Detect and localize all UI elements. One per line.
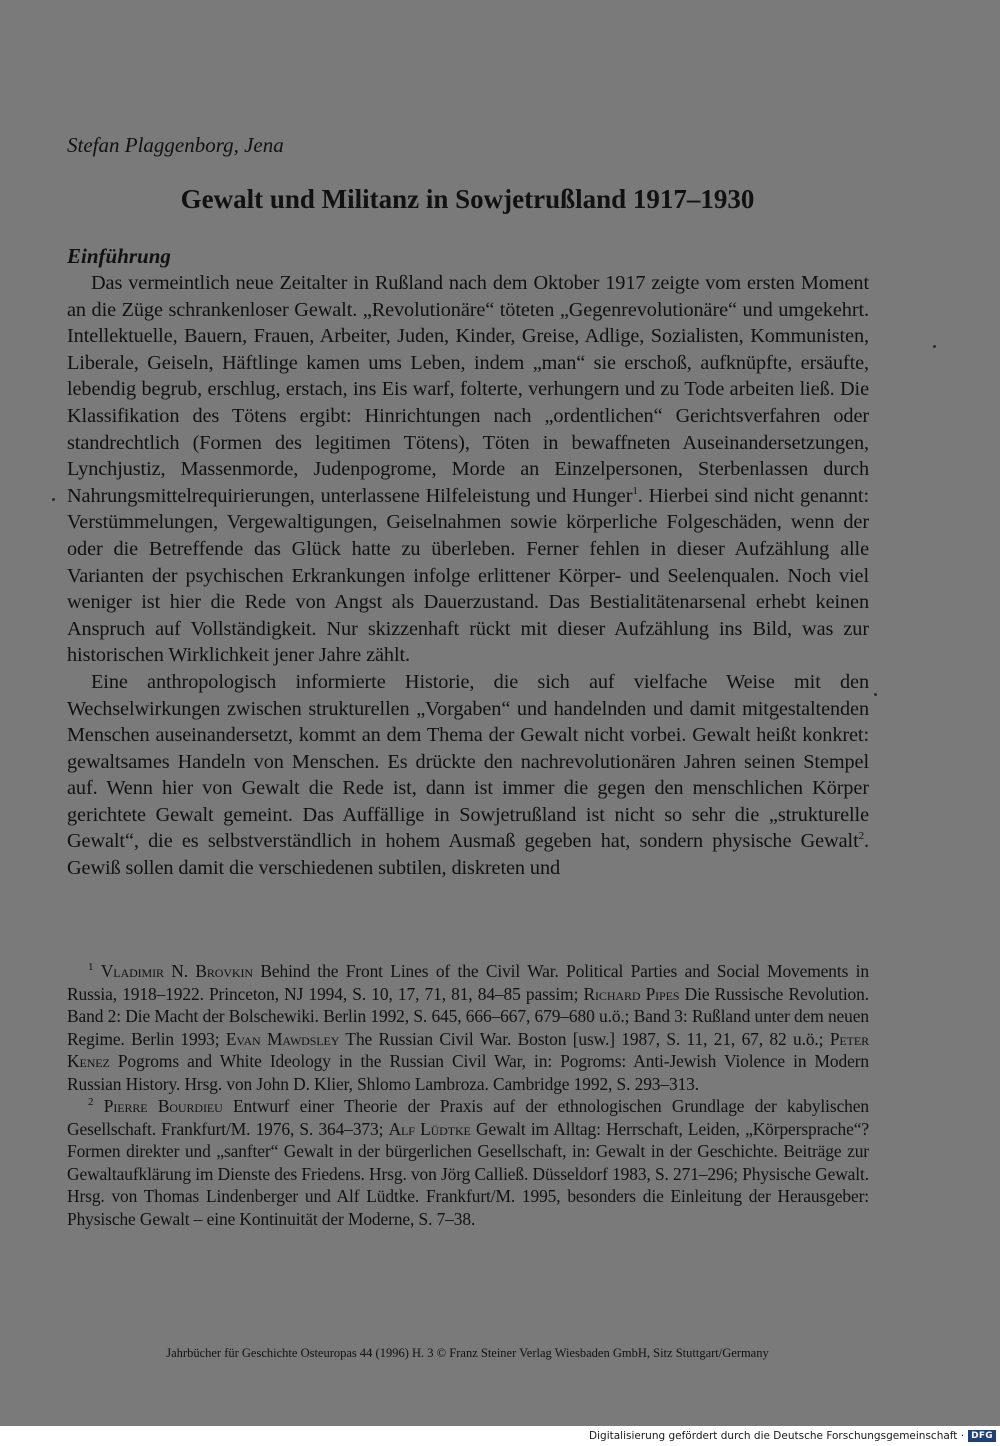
article-title: Gewalt und Militanz in Sowjetrußland 1917–1930 — [180, 184, 755, 214]
citation-text: Gewalt im Alltag: Herrschaft, Leiden, „Körpersprache“? Formen direkter und „sanfter“ Gewalt in der bürgerlichen Gesellschaft, in: Gewalt in der Geschichte. Beiträge zur Gewaltaufklärung im Dienste des Friedens. Hrsg. von Jörg Calließ. Düsseldorf 1983, S. 271–296; Physische Gewalt. Hrsg. von Thomas Lindenberger und Alf Lüdtke. Frankfurt/M. 1995, besonders die Einleitung der Herausgeber: Physische Gewalt – eine Kontinuität der Moderne, S. 7–38. — [67, 1118, 869, 1229]
footnote-number: 1 — [88, 961, 94, 974]
cited-author: Alf Lüdtke — [388, 1118, 471, 1139]
footnote-number: 2 — [88, 1096, 94, 1109]
footnote-1 — [67, 960, 869, 1095]
cited-author: Evan Mawdsley — [225, 1028, 340, 1049]
dfg-funding-note: Digitalisierung gefördert durch die Deutsche Forschungsgemeinschaft · — [589, 1430, 965, 1442]
footnote-reference: 2 — [858, 830, 865, 843]
paragraph-text: . Hierbei sind nicht genannt: Verstümmelungen, Vergewaltigungen, Geiselnahmen sowie körperliche Folgeschäden, wenn der oder die Betreffende das Glück hatte zu überleben. Ferner fehlen in dieser Aufzählung alle Varianten der psychischen Erkrankungen infolge erlittener Körper- und Seelenqualen. Noch viel weniger ist hier die Rede von Angst als Dauerzustand. Das Bestialitätenarsenal erhebt keinen Anspruch auf Vollständigkeit. Nur skizzenhaft rückt mit dieser Aufzählung ins Bild, was zur historischen Wirklichkeit jener Jahre zählt. — [67, 484, 869, 667]
body-paragraph — [67, 270, 869, 669]
dfg-attribution — [589, 1426, 1000, 1446]
paragraph-text: Eine anthropologisch informierte Historie, die sich auf vielfache Weise mit den Wechselwirkungen zwischen strukturellen „Vorgaben“ und handelnden und damit mitgestaltenden Menschen auseinandersetzt, kommt an dem Thema der Gewalt nicht vorbei. Gewalt heißt konkret: gewaltsames Handeln von Menschen. Es drückte den nachrevolutionären Jahren seinen Stempel auf. Wenn hier von Gewalt die Rede ist, dann ist immer die gegen den menschlichen Körper gerichtete Gewalt gemeint. Das Auffällige in Sowjetrußland ist nicht so sehr die „strukturelle Gewalt“, die es selbstverständlich in hohem Ausmaß gegeben hat, sondern physische Gewalt — [67, 670, 869, 853]
dfg-logo-icon: DFG — [968, 1430, 996, 1442]
body-paragraph — [67, 669, 869, 882]
cited-author: Pierre Bourdieu — [103, 1096, 223, 1116]
cited-author: Richard Pipes — [583, 983, 680, 1004]
citation-text: Behind the Front Lines of the Civil War. Political Parties and Social Movements in Russia, 1918–1922. Princeton, NJ 1994, S. 10, 17, 71, 81, 84–85 passim; — [67, 961, 870, 1004]
author-line: Stefan Plaggenborg, Jena — [67, 133, 284, 157]
margin-speck — [933, 345, 936, 348]
citation-text: Pogroms and White Ideology in the Russian Civil War, in: Pogroms: Anti-Jewish Violence in Modern Russian History. Hrsg. von John D. Klier, Shlomo Lambroza. Cambridge 1992, S. 293–313. — [67, 1051, 869, 1094]
journal-imprint: Jahrbücher für Geschichte Osteuropas 44 (1996) H. 3 © Franz Steiner Verlag Wiesbaden GmbH, Sitz Stuttgart/Germany — [166, 1346, 769, 1360]
cited-author: Peter Kenez — [67, 1028, 869, 1071]
citation-text: The Russian Civil War. Boston [usw.] 1987, S. 11, 21, 67, 82 u.ö.; — [339, 1028, 830, 1049]
footnote-2 — [67, 1095, 869, 1230]
paragraph-text: Das vermeintlich neue Zeitalter in Rußland nach dem Oktober 1917 zeigte vom ersten Moment an die Züge schrankenloser Gewalt. „Revolutionäre“ töteten „Gegenrevolutionäre“ und umgekehrt. Intellektuelle, Bauern, Frauen, Arbeiter, Juden, Kinder, Greise, Adlige, Sozialisten, Kommunisten, Liberale, Geiseln, Häftlinge kamen ums Leben, indem „man“ sie erschoß, aufknüpfte, ersäufte, lebendig begrub, erschlug, erstach, ins Eis warf, folterte, verhungern und zu Tode arbeiten ließ. Die Klassifikation des Tötens ergibt: Hinrichtungen nach „ordentlichen“ Gerichtsverfahren oder standrechtlich (Formen des legitimen Tötens), Töten in bewaffneten Auseinandersetzungen, Lynchjustiz, Massenmorde, Judenpogrome, Morde an Einzelpersonen, Sterbenlassen durch Nahrungsmittelrequirierungen, unterlassene Hilfeleistung und Hunger — [67, 272, 869, 507]
section-heading: Einführung — [67, 244, 171, 268]
footnote-reference: 1 — [632, 484, 638, 497]
citation-text: Entwurf einer Theorie der Praxis auf der ethnologischen Grundlage der kabylischen Gesellschaft. Frankfurt/M. 1976, S. 364–373; — [67, 1096, 869, 1139]
paragraph-text: . Gewiß sollen damit die verschiedenen subtilen, diskreten und — [67, 830, 869, 880]
article-body — [67, 270, 869, 882]
margin-speck — [52, 498, 55, 501]
cited-author: Vladimir N. Brovkin — [100, 961, 253, 981]
footnotes — [67, 960, 869, 1230]
citation-text: Die Russische Revolution. Band 2: Die Macht der Bolschewiki. Berlin 1992, S. 645, 666–667, 679–680 u.ö.; Band 3: Rußland unter dem neuen Regime. Berlin 1993; — [67, 983, 869, 1049]
margin-speck — [874, 693, 877, 696]
